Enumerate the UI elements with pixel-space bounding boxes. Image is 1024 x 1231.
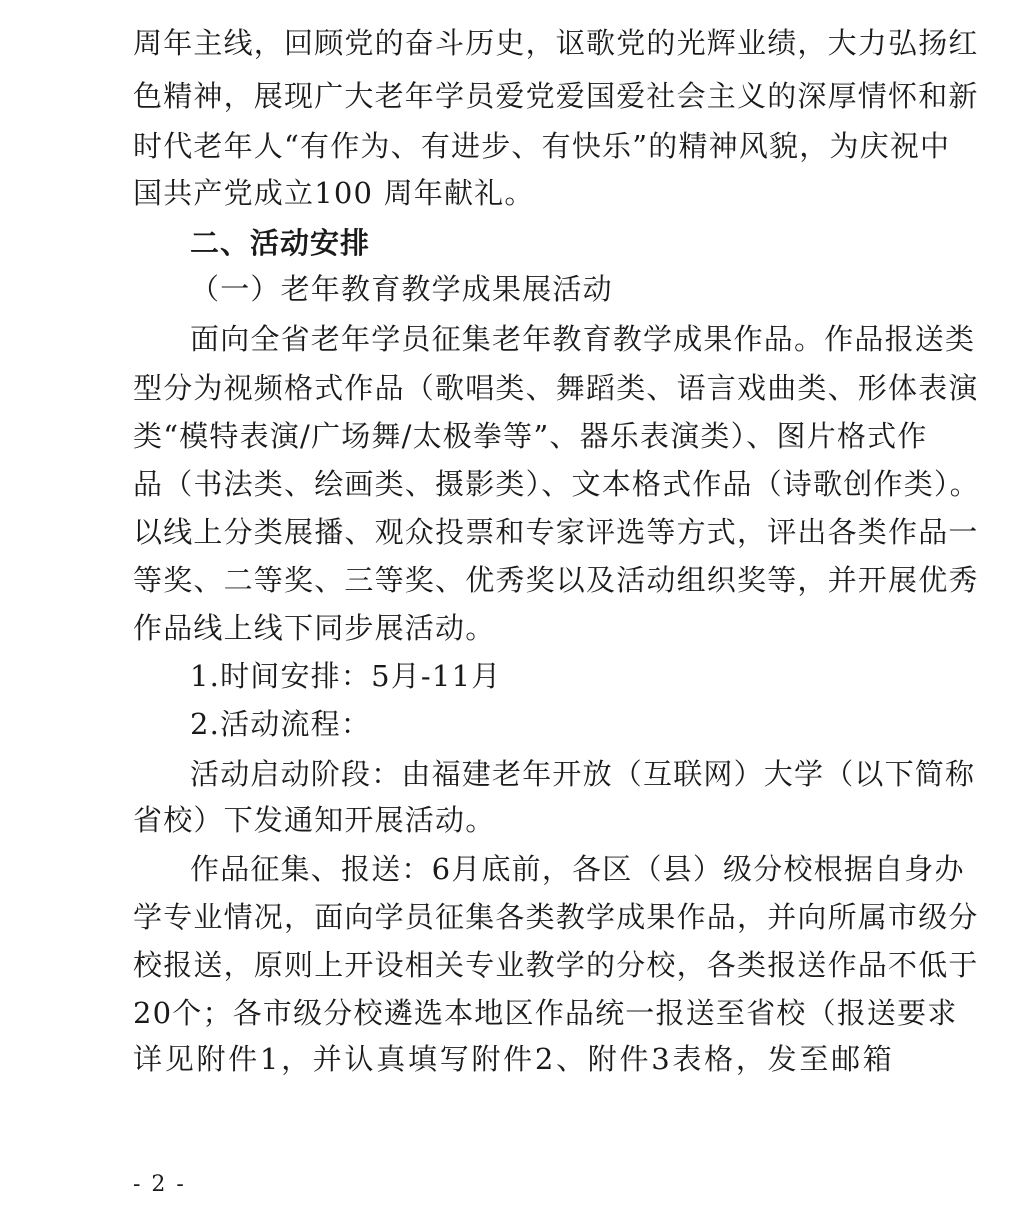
paragraph-line: 校报送，原则上开设相关专业教学的分校，各类报送作品不低于 (133, 948, 979, 982)
paragraph-line: 详见附件1，并认真填写附件2、附件3表格，发至邮箱 (133, 1042, 893, 1076)
section-heading: 二、活动安排 (190, 226, 371, 260)
paragraph-line: 国共产党成立100 周年献礼。 (133, 176, 535, 210)
subsection-heading: （一）老年教育教学成果展活动 (190, 272, 613, 306)
paragraph-line: 省校）下发通知开展活动。 (133, 803, 496, 837)
list-item: 2.活动流程： (190, 707, 372, 741)
paragraph-line: 20个；各市级分校遴选本地区作品统一报送至省校（报送要求 (133, 996, 958, 1030)
paragraph-line: 型分为视频格式作品（歌唱类、舞蹈类、语言戏曲类、形体表演 (133, 371, 979, 405)
paragraph-line: 色精神，展现广大老年学员爱党爱国爱社会主义的深厚情怀和新 (133, 79, 979, 113)
list-item: 1.时间安排：5月-11月 (190, 659, 502, 693)
paragraph-line: 品（书法类、绘画类、摄影类）、文本格式作品（诗歌创作类）。 (133, 467, 980, 501)
paragraph-line: 学专业情况，面向学员征集各类教学成果作品，并向所属市级分 (133, 900, 979, 934)
paragraph-line: 作品线上线下同步展活动。 (133, 611, 496, 645)
paragraph-line: 以线上分类展播、观众投票和专家评选等方式，评出各类作品一 (133, 515, 979, 549)
paragraph-line: 等奖、二等奖、三等奖、优秀奖以及活动组织奖等，并开展优秀 (133, 563, 979, 597)
paragraph-line: 作品征集、报送：6月底前，各区（县）级分校根据自身办 (190, 852, 965, 886)
paragraph-line: 时代老年人“有作为、有进步、有快乐”的精神风貌，为庆祝中 (133, 129, 951, 163)
paragraph-line: 周年主线，回顾党的奋斗历史，讴歌党的光辉业绩，大力弘扬红 (133, 26, 979, 60)
page-number: - 2 - (133, 1172, 186, 1197)
paragraph-line: 活动启动阶段：由福建老年开放（互联网）大学（以下简称 (190, 757, 976, 791)
paragraph-line: 面向全省老年学员征集老年教育教学成果作品。作品报送类 (190, 322, 976, 356)
paragraph-line: 类“模特表演/广场舞/太极拳等”、器乐表演类）、图片格式作 (133, 419, 928, 453)
